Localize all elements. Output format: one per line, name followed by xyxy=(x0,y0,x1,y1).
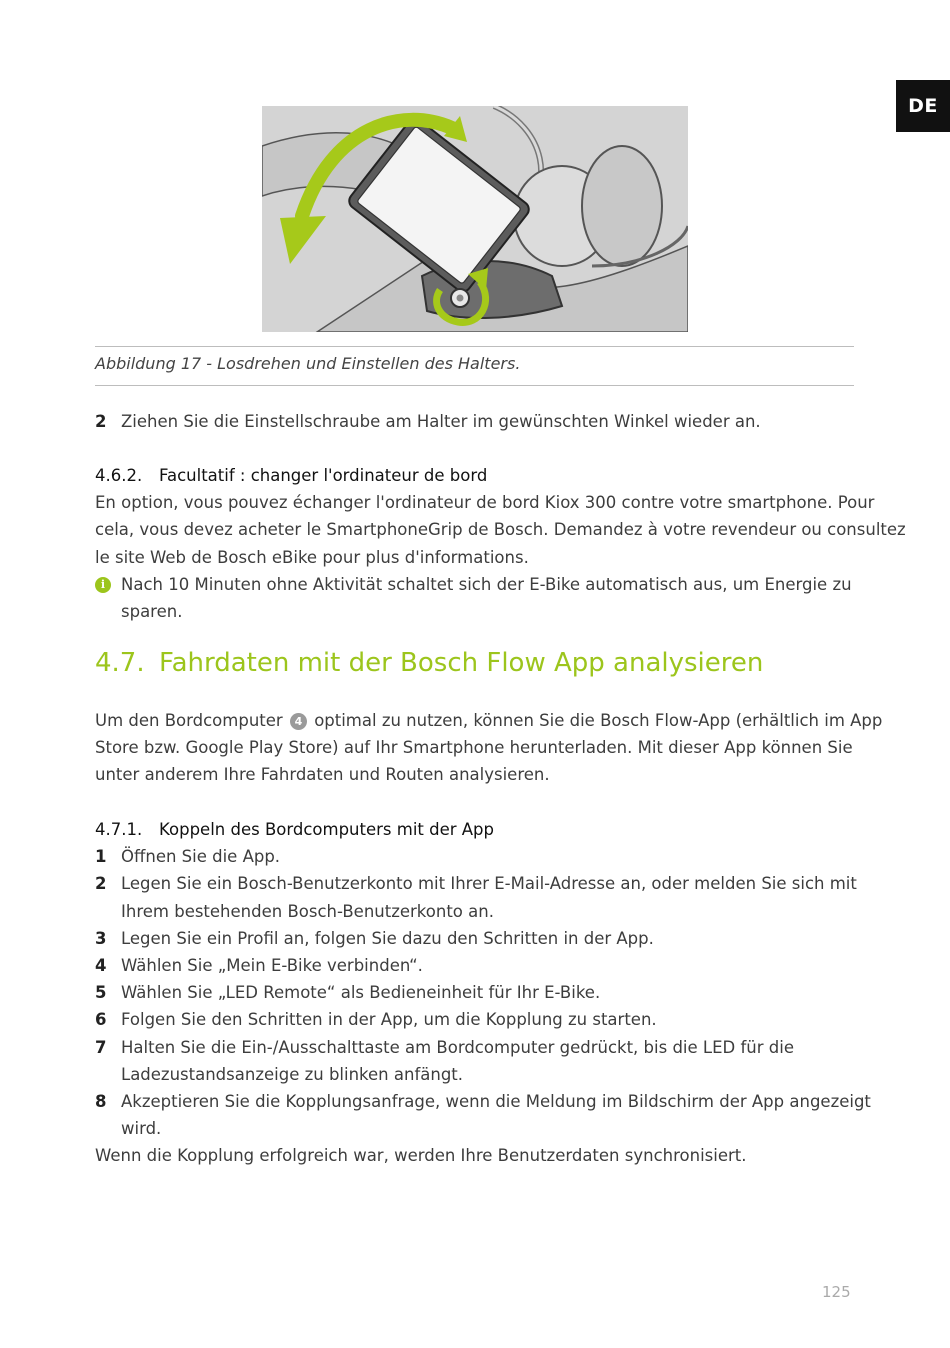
step-number: 7 xyxy=(95,1037,107,1057)
list-item xyxy=(95,870,857,924)
step-line: Ladezustandsanzeige zu blinken anfängt. xyxy=(121,1064,464,1084)
step-number: 1 xyxy=(95,847,107,867)
step-line: Ihrem bestehenden Bosch-Benutzerkonto an. xyxy=(121,901,494,921)
info-icon: i xyxy=(95,577,111,593)
intro-text-after: optimal zu nutzen, können Sie die Bosch Flow-App (erhältlich im App xyxy=(314,711,883,730)
closing-paragraph: Wenn die Kopplung erfolgreich war, werden Ihre Benutzerdaten synchronisiert. xyxy=(95,1146,747,1166)
paragraph-line: unter anderem Ihre Fahrdaten und Routen analysieren. xyxy=(95,765,550,785)
note-line: sparen. xyxy=(121,602,183,622)
paragraph-line: cela, vous devez acheter le SmartphoneGrip de Bosch. Demandez à votre revendeur ou consultez xyxy=(95,520,906,540)
subsection-title: Koppeln des Bordcomputers mit der App xyxy=(159,820,495,839)
figure-caption: Abbildung 17 - Losdrehen und Einstellen des Halters. xyxy=(95,354,521,373)
step-number: 2 xyxy=(95,874,107,894)
step-number: 5 xyxy=(95,983,107,1003)
info-note xyxy=(95,571,857,625)
subsection-heading xyxy=(95,816,857,843)
caption-rule-top xyxy=(95,346,854,347)
note-line: Nach 10 Minuten ohne Aktivität schaltet sich der E-Bike automatisch aus, um Energie zu xyxy=(121,574,852,594)
step-2-block xyxy=(95,408,857,435)
step-line: Legen Sie ein Profil an, folgen Sie dazu den Schritten in der App. xyxy=(121,928,654,948)
step-line: Öffnen Sie die App. xyxy=(121,847,281,867)
paragraph-line: En option, vous pouvez échanger l'ordinateur de bord Kiox 300 contre votre smartphone. Pour xyxy=(95,493,875,513)
section-heading xyxy=(95,646,763,680)
step-line: Akzeptieren Sie die Kopplungsanfrage, wenn die Meldung im Bildschirm der App angezeigt xyxy=(121,1092,871,1112)
page-number: 125 xyxy=(822,1283,851,1301)
paragraph-line xyxy=(95,707,883,734)
section-number: 4.7. xyxy=(95,648,145,678)
subsection-title: Facultatif : changer l'ordinateur de bord xyxy=(159,466,488,485)
step-line: Legen Sie ein Bosch-Benutzerkonto mit Ihrer E-Mail-Adresse an, oder melden Sie sich mit xyxy=(121,874,857,894)
step-line: Wählen Sie „LED Remote“ als Bedieneinheit für Ihr E-Bike. xyxy=(121,983,601,1003)
step-line: wird. xyxy=(121,1119,162,1139)
section-4-7-1 xyxy=(95,816,871,1170)
step-number: 4 xyxy=(95,956,107,976)
list-item xyxy=(95,1088,871,1142)
paragraph-line: Store bzw. Google Play Store) auf Ihr Smartphone herunterladen. Mit dieser App können Sie xyxy=(95,738,853,758)
section-title: Fahrdaten mit der Bosch Flow App analysieren xyxy=(159,648,764,678)
list-item xyxy=(95,952,857,979)
list-item xyxy=(95,979,857,1006)
step-number: 8 xyxy=(95,1092,107,1112)
step-line: Halten Sie die Ein-/Ausschalttaste am Bordcomputer gedrückt, bis die LED für die xyxy=(121,1037,794,1057)
callout-badge: 4 xyxy=(290,713,307,730)
paragraph-line: le site Web de Bosch eBike pour plus d'informations. xyxy=(95,547,529,567)
section-4-6-2 xyxy=(95,462,906,625)
list-item xyxy=(95,843,857,870)
subsection-heading xyxy=(95,462,857,489)
list-item xyxy=(95,925,857,952)
step-number: 6 xyxy=(95,1010,107,1030)
step-text: Ziehen Sie die Einstellschraube am Halter im gewünschten Winkel wieder an. xyxy=(121,412,761,431)
step-line: Folgen Sie den Schritten in der App, um die Kopplung zu starten. xyxy=(121,1010,657,1030)
list-item xyxy=(95,408,857,435)
list-item xyxy=(95,1006,857,1033)
section-4-7-intro xyxy=(95,707,883,789)
language-tab: DE xyxy=(896,80,950,132)
subsection-number: 4.7.1. xyxy=(95,820,143,839)
subsection-number: 4.6.2. xyxy=(95,466,143,485)
figure-holder-illustration xyxy=(262,106,688,332)
list-item xyxy=(95,1034,857,1088)
step-number: 3 xyxy=(95,928,107,948)
caption-rule-bottom xyxy=(95,385,854,386)
step-number: 2 xyxy=(95,412,107,431)
step-line: Wählen Sie „Mein E-Bike verbinden“. xyxy=(121,956,423,976)
intro-text-before: Um den Bordcomputer xyxy=(95,711,283,730)
